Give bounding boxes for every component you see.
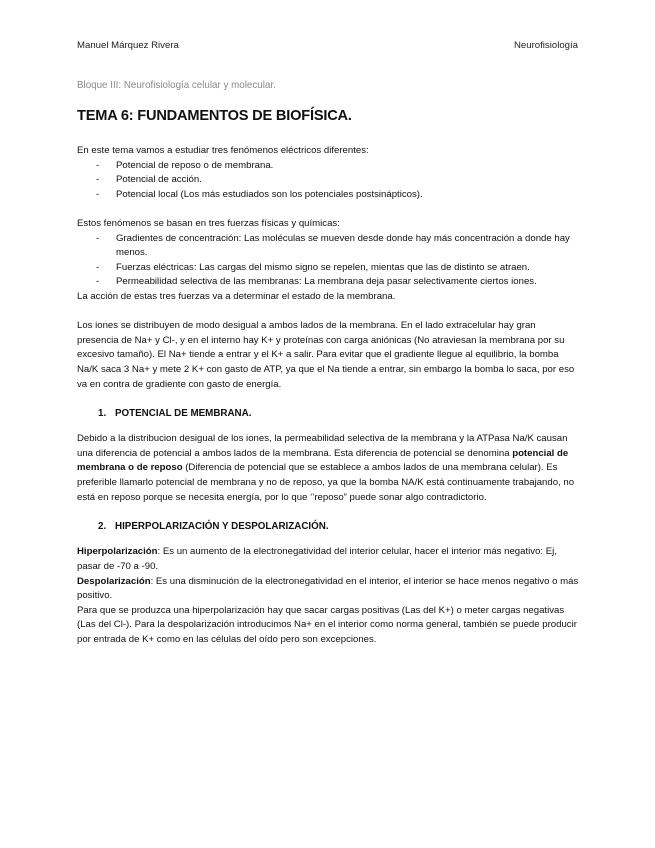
forces-closing: La acción de estas tres fuerzas va a determinar el estado de la membrana. [77, 290, 396, 302]
list-item: - Gradientes de concentración: Las moléculas se mueven desde donde hay más concentración a donde hay menos. [77, 232, 579, 261]
section-1-paragraph [77, 432, 579, 505]
ions-paragraph: Los iones se distribuyen de modo desigual a ambos lados de la membrana. En el lado extracelular hay gran presencia de Na+ y Cl-, y en el interno hay K+ y proteínas con carga aniónicas (No atraviesan la membrana por su excesivo tamaño). El Na+ tiende a entrar y el K+ a salir. Para evitar que el gradiente llegue al equilibrio, la bomba Na/K saca 3 Na+ y mete 2 K+ con gasto de ATP, ya que el Na tiende a entrar, sin embargo la bomba lo saca, por eso va en contra de gradiente con gasto de energía. [77, 320, 575, 390]
list-item: - Permeabilidad selectiva de las membranas: La membrana deja pasar selectivamente ciertos iones. [77, 275, 579, 290]
section-1-heading [77, 407, 579, 422]
section-number: 2. [98, 520, 107, 532]
bold-term: potencial de membrana o de reposo [77, 447, 569, 474]
intro-lead: En este tema vamos a estudiar tres fenómenos eléctricos diferentes: [77, 145, 369, 156]
list-item: - Potencial local (Los más estudiados son los potenciales postsinápticos). [77, 188, 579, 203]
section-number: 1. [98, 407, 107, 419]
forces-lead: Estos fenómenos se basan en tres fuerzas físicas y químicas: [77, 217, 340, 229]
text-run: : Es una disminución de la electronegatividad en el interior, el interior se hace menos negativo o más positivo. [77, 575, 579, 602]
page-title: TEMA 6: FUNDAMENTOS DE BIOFÍSICA. [77, 108, 352, 124]
depolarization-definition [77, 575, 579, 604]
forces-list [77, 232, 579, 290]
header-subject: Neurofisiología [514, 40, 578, 51]
section-heading-text: POTENCIAL DE MEMBRANA. [115, 407, 252, 419]
document-body [77, 144, 579, 648]
list-item: - Potencial de acción. [77, 173, 579, 188]
bold-term: Despolarización [77, 575, 151, 587]
header-author: Manuel Márquez Rivera [77, 40, 179, 51]
section-2-heading [77, 520, 579, 535]
page-header [77, 39, 578, 54]
bold-term: Hiperpolarización [77, 546, 158, 558]
block-title: Bloque III: Neurofisiología celular y molecular. [77, 80, 276, 91]
text-run: : Es un aumento de la electronegatividad del interior celular, hacer el interior más negativo: Ej, pasar de -70 a -90. [77, 546, 557, 573]
list-item: - Fuerzas eléctricas: Las cargas del mismo signo se repelen, mientas que las de distinto se atraen. [77, 261, 579, 276]
text-run: (Diferencia de potencial que se establece a ambos lados de una membrana celular). Es preferible llamarlo potencial de membrana y no de reposo, ya que la bomba NA/K está continuamente trabajando, no está en reposo porque se necesita energía, por lo que ‘’reposo” puede sonar algo contradictorio. [77, 462, 575, 503]
section-heading-text: HIPERPOLARIZACIÓN Y DESPOLARIZACIÓN. [115, 520, 329, 532]
list-item: - Potencial de reposo o de membrana. [77, 159, 579, 174]
hyperpolarization-definition [77, 545, 579, 574]
section-2-closing: Para que se produzca una hiperpolarización hay que sacar cargas positivas (Las del K+) o meter cargas negativas (Las del Cl-). Para la despolarización introducimos Na+ en el interior como norma general, también se puede producir por entrada de K+ como en las células del oído pero son excepciones. [77, 604, 577, 645]
text-run: Debido a la distribucion desigual de los iones, la permeabilidad selectiva de la membrana y la ATPasa Na/K causan una diferencia de potencial a ambos lados de la membrana. Esta diferencia de potencial se denomina [77, 433, 568, 459]
intro-list [77, 159, 579, 203]
